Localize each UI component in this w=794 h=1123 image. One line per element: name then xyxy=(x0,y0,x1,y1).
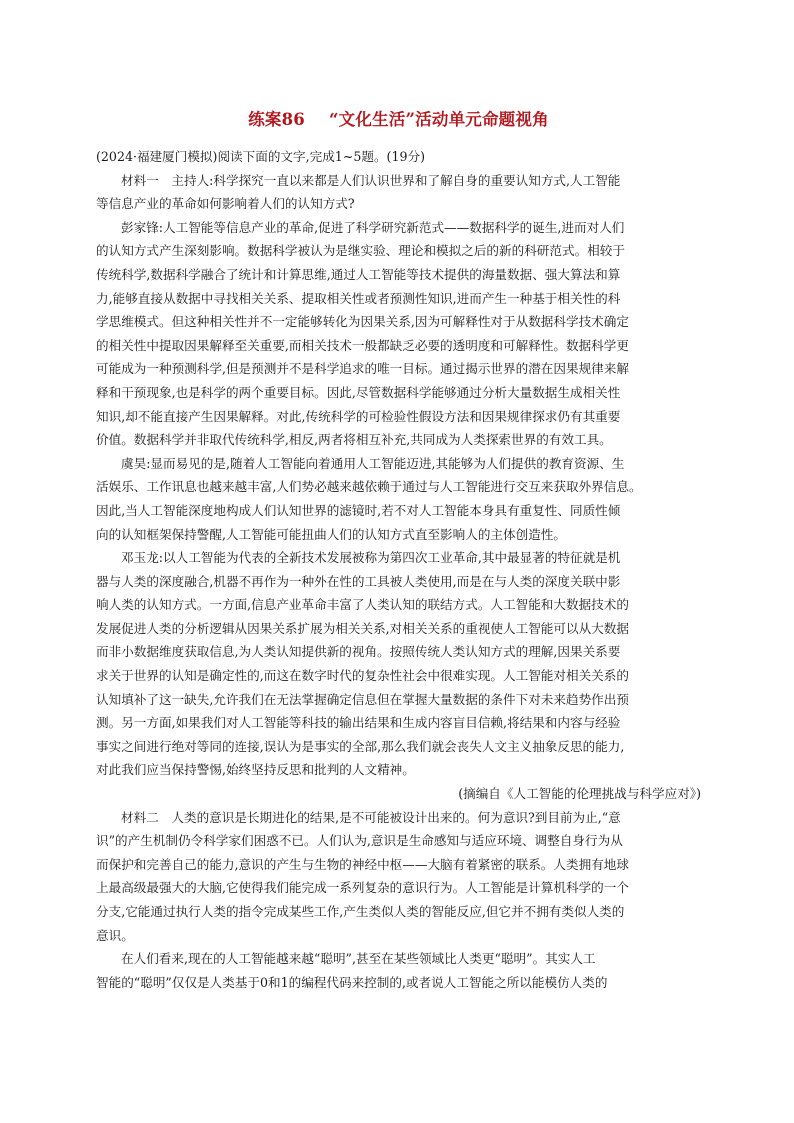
text-line: 可能成为一种预测科学,但是预测并不是科学追求的唯一目标。通过揭示世界的潜在因果规律来解 xyxy=(96,361,629,377)
document-page xyxy=(96,106,701,994)
text-line: 而保护和完善自己的能力,意识的产生与生物的神经中枢——大脑有着紧密的联系。人类拥有地球 xyxy=(96,856,629,872)
text-line: 传统科学,数据科学融合了统计和计算思维,通过人工智能等技术提供的海量数据、强大算法和算 xyxy=(96,266,621,282)
text-line: 响人类的认知方式。一方面,信息产业革命丰富了人类认知的联结方式。人工智能和大数据技术的 xyxy=(96,597,629,613)
text-line: 活娱乐、工作讯息也越来越丰富,人们势必越来越依赖于通过与人工智能进行交互来获取外界信息。 xyxy=(96,479,642,495)
exercise-number: 练案86 xyxy=(248,110,305,129)
text-line: 智能的“聪明”仅仅是人类基于0和1的编程代码来控制的,或者说人工智能之所以能模仿人类的 xyxy=(96,974,608,990)
text-line: 力,能够直接从数据中寻找相关关系、提取相关性或者预测性知识,进而产生一种基于相关性的科 xyxy=(96,290,621,306)
text-line: 向的认知框架保持警醒,人工智能可能扭曲人们的认知方式直至影响人的主体创造性。 xyxy=(96,526,566,542)
text-line: 因此,当人工智能深度地构成人们认知世界的滤镜时,若不对人工智能本身具有重复性、同质性倾 xyxy=(96,502,621,518)
title-text: “文化生活”活动单元命题视角 xyxy=(328,110,549,129)
source-citation: (摘编自《人工智能的伦理挑战与科学应对》) xyxy=(458,786,701,802)
text-line: 器与人类的深度融合,机器不再作为一种外在性的工具被人类使用,而是在与人类的深度关联中影 xyxy=(96,573,621,589)
text-line: 释和干预现象,也是科学的两个重要目标。因此,尽管数据科学能够通过分析大量数据生成相关性 xyxy=(96,384,621,400)
text-line: 发展促进人类的分析逻辑从因果关系扩展为相关关系,对相关关系的重视使人工智能可以从大数据 xyxy=(96,620,629,636)
text-line: 知识,却不能直接产生因果解释。对此,传统科学的可检验性假设方法和因果规律探求仍有其重要 xyxy=(96,408,621,424)
question-intro: (2024·福建厦门模拟)阅读下面的文字,完成1~5题。(19分) xyxy=(96,149,425,164)
text-line: 分支,它能通过执行人类的指令完成某些工作,产生类似人类的智能反应,但它并不拥有类似人类的 xyxy=(96,904,625,919)
text-line: 识”的产生机制仍令科学家们困惑不已。人们认为,意识是生命感知与适应环境、调整自身行为从 xyxy=(96,833,623,849)
text-line: 而非小数据维度获取信息,为人类认知提供新的视角。按照传统人类认知方式的理解,因果关系要 xyxy=(96,644,621,660)
text-line: 对此我们应当保持警惕,始终坚持反思和批判的人文精神。 xyxy=(96,762,415,778)
text-line: 材料一 主持人:科学探究一直以来都是人们认识世界和了解自身的重要认知方式,人工智能 xyxy=(121,172,621,188)
text-line: 测。另一方面,如果我们对人工智能等科技的输出结果和生成内容盲目信赖,将结果和内容与经验 xyxy=(96,715,621,731)
text-line: 上最高级最强大的大脑,它使得我们能完成一系列复杂的意识行为。人工智能是计算机科学的一个 xyxy=(96,880,629,896)
text-line: 等信息产业的革命如何影响着人们的认知方式? xyxy=(96,196,355,212)
text-line: 认知填补了这一缺失,允许我们在无法掌握确定信息但在掌握大量数据的条件下对未来趋势作出预 xyxy=(96,691,629,707)
text-line: 意识。 xyxy=(96,927,134,943)
text-line: 材料二 人类的意识是长期进化的结果,是不可能被设计出来的。何为意识?到目前为止,“意 xyxy=(121,809,621,825)
page-title xyxy=(96,106,701,130)
text-line: 的相关性中提取因果解释至关重要,而相关技术一般都缺乏必要的透明度和可解释性。数据科学更 xyxy=(96,337,629,353)
text-line: 学思维模式。但这种相关性并不一定能够转化为因果关系,因为可解释性对于从数据科学技术确定 xyxy=(96,314,629,330)
text-line: 求关于世界的认知是确定性的,而这在数字时代的复杂性社会中很难实现。人工智能对相关关系的 xyxy=(96,668,629,684)
text-line: 价值。数据科学并非取代传统科学,相反,两者将相互补充,共同成为人类探索世界的有效工具。 xyxy=(96,432,612,448)
text-line: 事实之间进行绝对等同的连接,误认为是事实的全部,那么我们就会丧失人文主义抽象反思的能力, xyxy=(96,738,625,754)
text-line: 彭家锋:人工智能等信息产业的革命,促进了科学研究新范式——数据科学的诞生,进而对人们 xyxy=(121,219,625,235)
text-line: 邓玉龙:以人工智能为代表的全新技术发展被称为第四次工业革命,其中最显著的特征就是机 xyxy=(121,550,621,566)
text-line: 在人们看来,现在的人工智能越来越“聪明”,甚至在某些领域比人类更“聪明”。其实人工 xyxy=(121,951,596,967)
text-line: 的认知方式产生深刻影响。数据科学被认为是继实验、理论和模拟之后的新的科研范式。相较于 xyxy=(96,243,625,259)
text-line: 虞昊:显而易见的是,随着人工智能向着通用人工智能迈进,其能够为人们提供的教育资源、生 xyxy=(121,455,625,471)
